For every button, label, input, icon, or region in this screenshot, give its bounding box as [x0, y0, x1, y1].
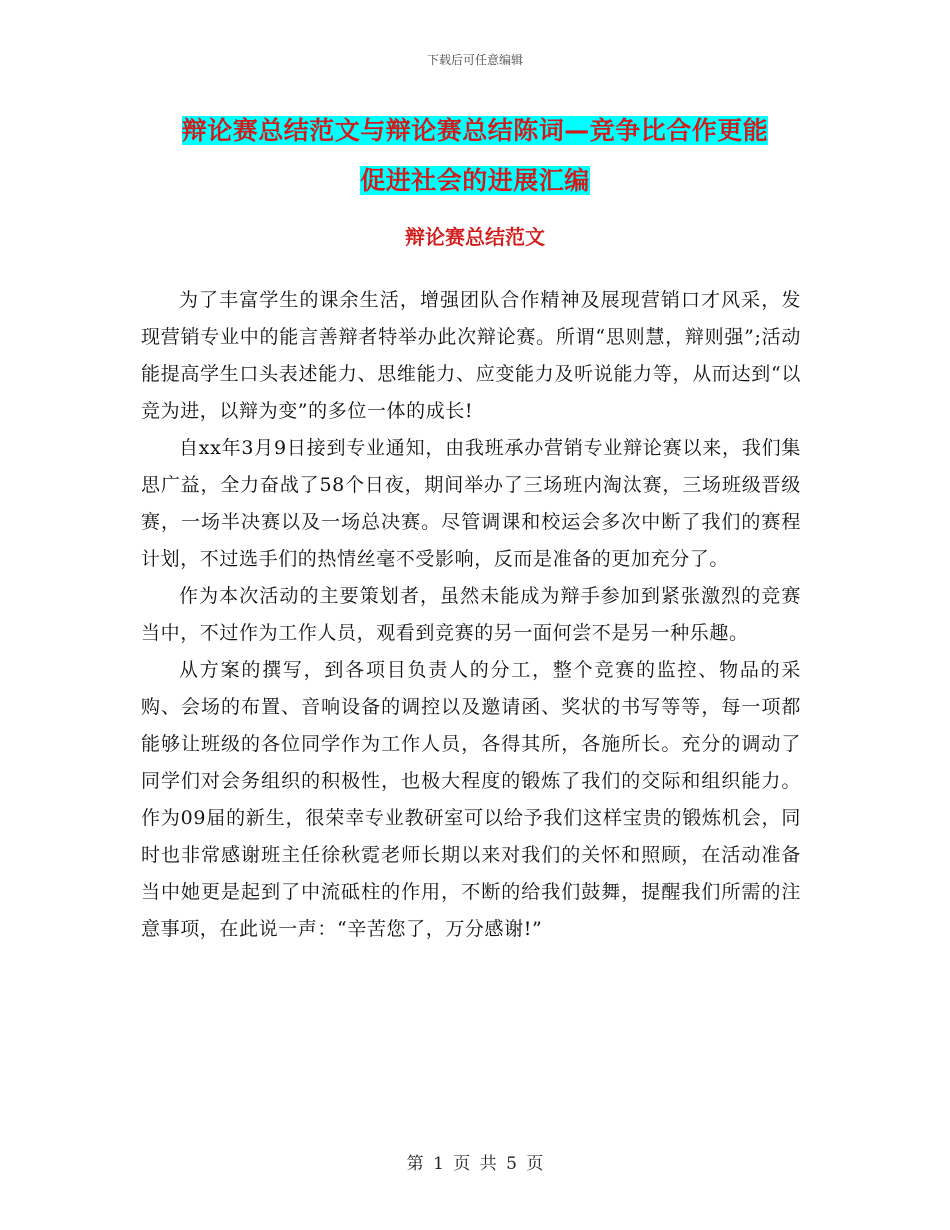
document-title — [0, 106, 950, 206]
body-text — [141, 282, 801, 948]
page-header-note: 下载后可任意编辑 — [426, 53, 523, 67]
paragraph-1: 为了丰富学生的课余生活，增强团队合作精神及展现营销口才风采，发现营销专业中的能言善辩者特举办此次辩论赛。所谓“思则慧，辩则强”;活动能提高学生口头表述能力、思维能力、应变能力及听说能力等，从而达到“以竞为进，以辩为变”的多位一体的成长! — [141, 289, 801, 422]
document-title-line-1: 辩论赛总结范文与辩论赛总结陈词—竞争比合作更能 — [181, 116, 769, 145]
document-title-line-2: 促进社会的进展汇编 — [360, 166, 590, 195]
section-heading: 辩论赛总结范文 — [405, 225, 545, 249]
paragraph-4: 从方案的撰写，到各项目负责人的分工，整个竞赛的监控、物品的采购、会场的布置、音响设备的调控以及邀请函、奖状的书写等等，每一项都能够让班级的各位同学作为工作人员，各得其所，各施所长。充分的调动了同学们对会务组织的积极性，也极大程度的锻炼了我们的交际和组织能力。作为09届的新生，很荣幸专业教研室可以给予我们这样宝贵的锻炼机会，同时也非常感谢班主任徐秋霓老师长期以来对我们的关怀和照顾，在活动准备当中她更是起到了中流砥柱的作用，不断的给我们鼓舞，提醒我们所需的注意事项，在此说一声：“辛苦您了，万分感谢!” — [141, 659, 801, 940]
paragraph-2: 自xx年3月9日接到专业通知，由我班承办营销专业辩论赛以来，我们集思广益，全力奋战了58个日夜，期间举办了三场班内淘汰赛，三场班级晋级赛，一场半决赛以及一场总决赛。尽管调课和校运会多次中断了我们的赛程计划，不过选手们的热情丝毫不受影响，反而是准备的更加充分了。 — [141, 437, 801, 570]
paragraph-3: 作为本次活动的主要策划者，虽然未能成为辩手参加到紧张激烈的竞赛当中，不过作为工作人员，观看到竞赛的另一面何尝不是另一种乐趣。 — [141, 585, 801, 644]
page-number-footer: 第 1 页 共 5 页 — [406, 1154, 544, 1174]
